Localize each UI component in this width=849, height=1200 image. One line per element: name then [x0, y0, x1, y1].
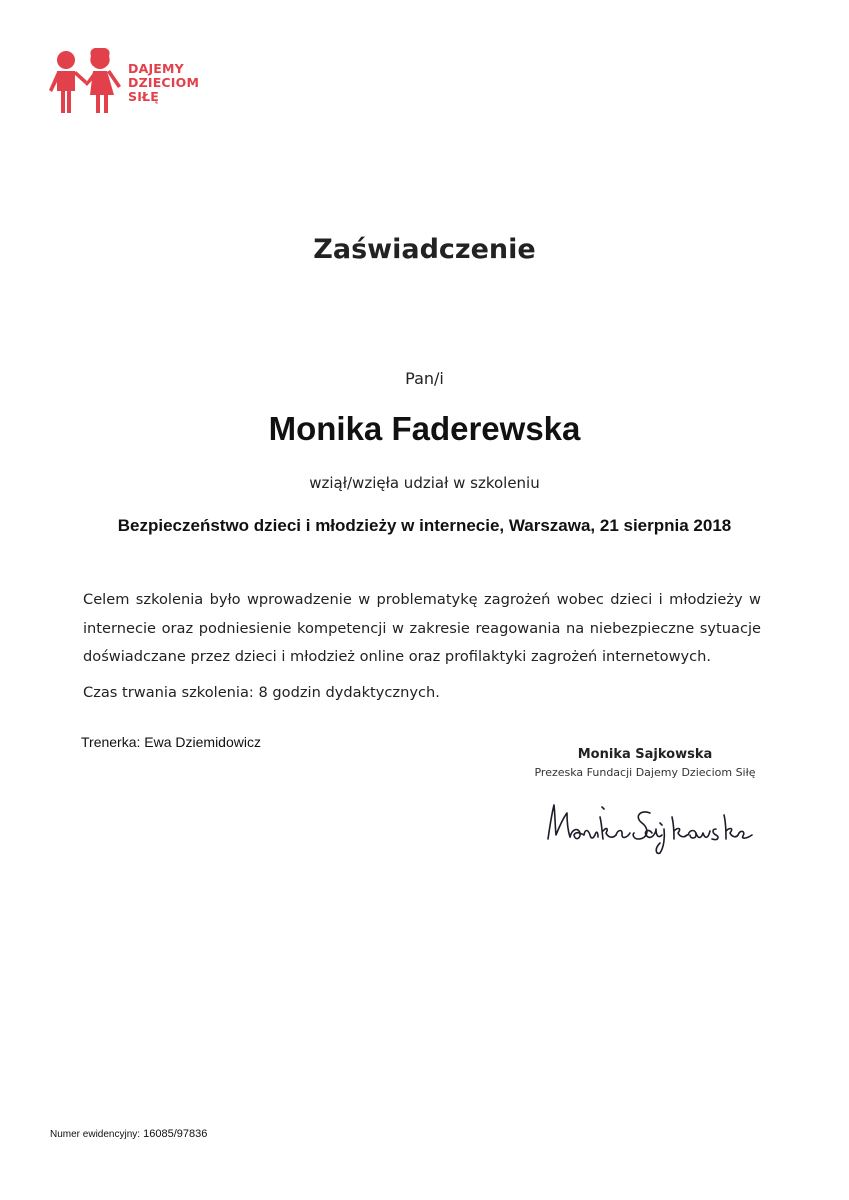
participant-name: Monika Faderewska: [268, 410, 581, 447]
signatory-name: Monika Sajkowska: [577, 747, 713, 762]
logo-line-3: SIŁĘ: [128, 89, 160, 104]
handwritten-signature: [540, 795, 755, 855]
trainer-name: Trenerka: Ewa Dziemidowicz: [81, 734, 261, 750]
salutation: Pan/i: [405, 369, 444, 388]
registration-number: [50, 1128, 207, 1140]
certificate-title: Zaświadczenie: [313, 234, 536, 265]
registration-label: Numer ewidencyjny:: [50, 1129, 141, 1140]
logo-line-2: DZIECIOM: [128, 75, 200, 90]
logo-wordmark: [128, 62, 199, 104]
course-description: Celem szkolenia było wprowadzenie w problematykę zagrożeń wobec dzieci i młodzieży w internecie oraz podniesienie kompetencji w zakresie reagowania na niebezpieczne sytuacje doświadczane przez dzieci i młodzież online oraz profilaktyki zagrożeń internetowych.: [83, 591, 761, 665]
children-holding-hands-icon: [48, 48, 124, 116]
registration-value: 16085/97836: [143, 1128, 208, 1140]
foundation-logo: [48, 48, 208, 118]
signatory-role: Prezeska Fundacji Dajemy Dzieciom Siłę: [534, 766, 756, 779]
course-duration: Czas trwania szkolenia: 8 godzin dydaktycznych.: [83, 684, 440, 701]
logo-line-1: DAJEMY: [128, 61, 184, 76]
course-title: Bezpieczeństwo dzieci i młodzieży w internecie, Warszawa, 21 sierpnia 2018: [117, 516, 732, 535]
participation-text: wziął/wzięła udział w szkoleniu: [309, 474, 540, 492]
